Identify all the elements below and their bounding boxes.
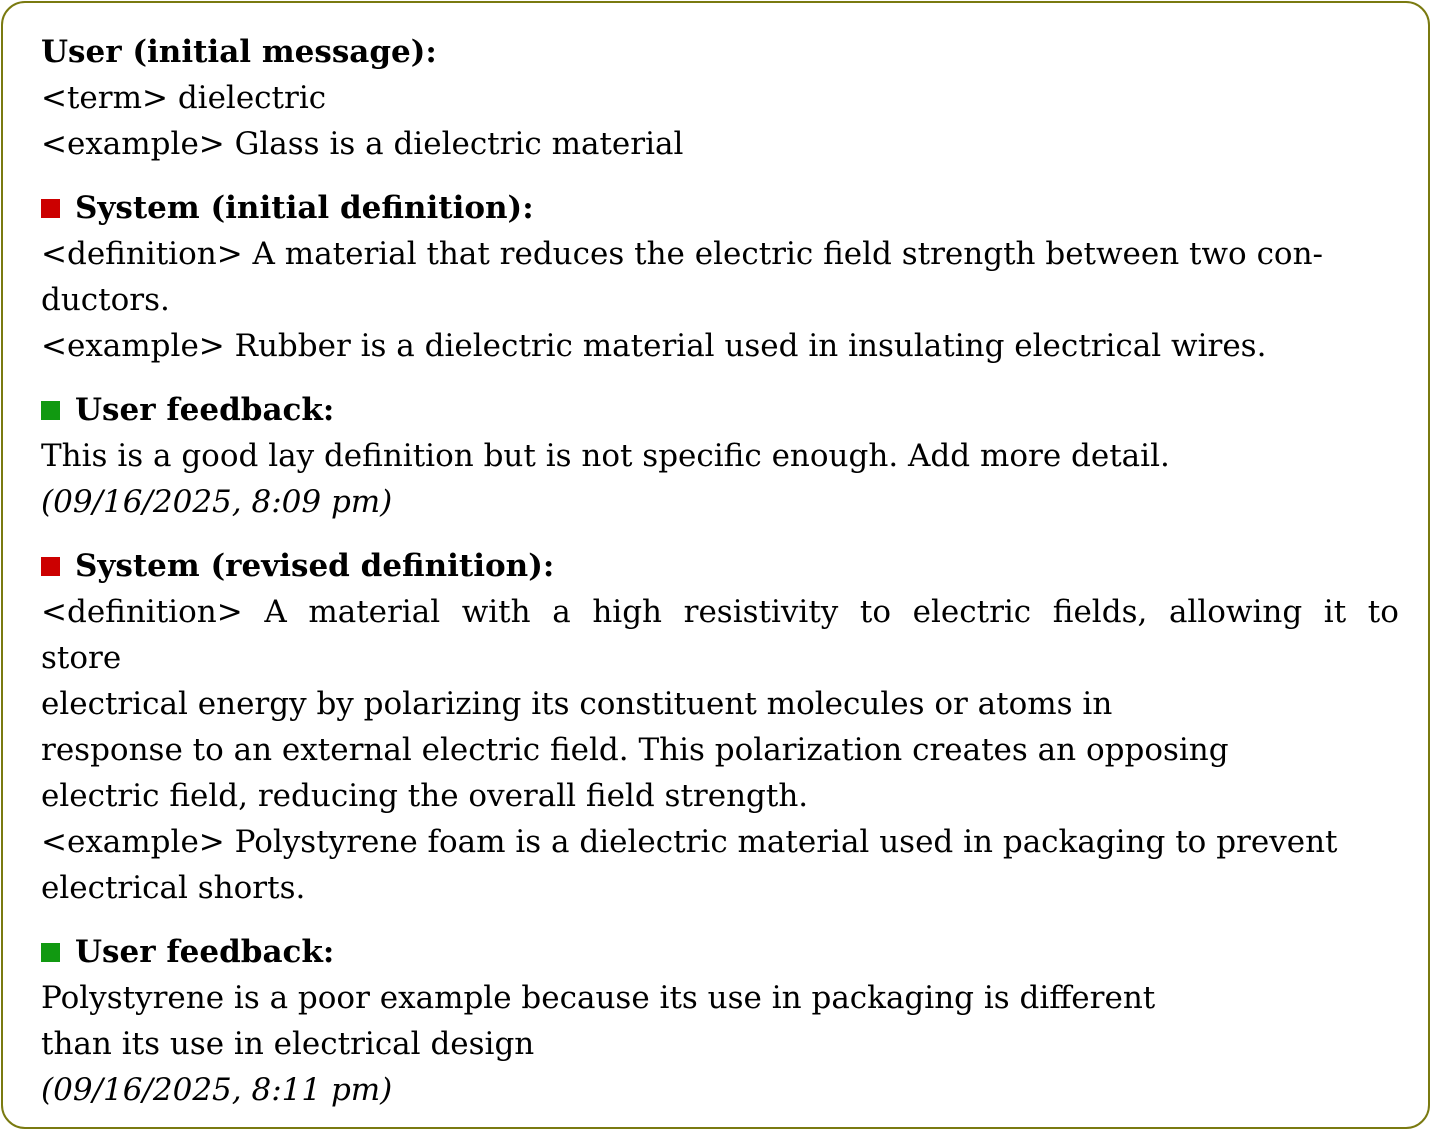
feedback-2-text-cont: than its use in electrical design	[41, 1026, 535, 1062]
feedback-2-timestamp: (09/16/2025, 8:11 pm)	[41, 1072, 393, 1108]
revised-definition-line: electric field, reducing the overall field strength.	[41, 778, 809, 814]
revised-example-line: <example> Polystyrene foam is a dielectric material used in packaging to prevent	[41, 824, 1338, 860]
word: to	[1367, 594, 1399, 630]
word: fields,	[1052, 594, 1148, 630]
feedback-2-heading-text: User feedback:	[75, 934, 335, 970]
revised-definition-line: store	[41, 640, 122, 676]
word: it	[1323, 594, 1347, 630]
feedback-1-timestamp: (09/16/2025, 8:09 pm)	[41, 484, 393, 520]
word: to	[859, 594, 892, 630]
word: allowing	[1168, 594, 1303, 630]
word: high	[592, 594, 663, 630]
example-line: <example> Rubber is a dielectric material used in insulating electrical wires.	[41, 328, 1267, 364]
feedback-1-text: This is a good lay definition but is not specific enough. Add more detail.	[41, 438, 1170, 474]
revised-definition-line: electrical energy by polarizing its constituent molecules or atoms in	[41, 686, 1113, 722]
revised-definition-first-line	[41, 589, 1399, 635]
red-square-icon	[41, 557, 60, 576]
word: electric	[912, 594, 1032, 630]
example-line: <example> Glass is a dielectric material	[41, 126, 684, 162]
definition-line: <definition> A material that reduces the electric field strength between two con-	[41, 236, 1324, 272]
revised-definition-line: response to an external electric field. This polarization creates an opposing	[41, 732, 1229, 768]
dialogue-box	[1, 1, 1430, 1129]
green-square-icon	[41, 943, 60, 962]
green-square-icon	[41, 401, 60, 420]
feedback-2-heading	[41, 929, 1399, 975]
red-square-icon	[41, 199, 60, 218]
word: material	[308, 594, 441, 630]
feedback-2-text: Polystyrene is a poor example because its use in packaging is different	[41, 980, 1156, 1016]
user-initial-heading-text: User (initial message):	[41, 34, 437, 70]
system-revised-heading-text: System (revised definition):	[75, 548, 555, 584]
revised-example-line-cont: electrical shorts.	[41, 870, 306, 906]
word: <definition>	[41, 594, 243, 630]
system-initial-heading-text: System (initial definition):	[75, 190, 534, 226]
word: resistivity	[683, 594, 839, 630]
feedback-1-heading-text: User feedback:	[75, 392, 335, 428]
word: A	[264, 594, 287, 630]
word: with	[461, 594, 531, 630]
word: a	[552, 594, 571, 630]
definition-line-cont: ductors.	[41, 282, 170, 318]
feedback-1-heading	[41, 387, 1399, 433]
term-line: <term> dielectric	[41, 80, 327, 116]
system-initial-heading	[41, 185, 1399, 231]
user-initial-heading	[41, 29, 1399, 75]
system-revised-heading	[41, 543, 1399, 589]
dialogue-content	[41, 29, 1399, 1113]
